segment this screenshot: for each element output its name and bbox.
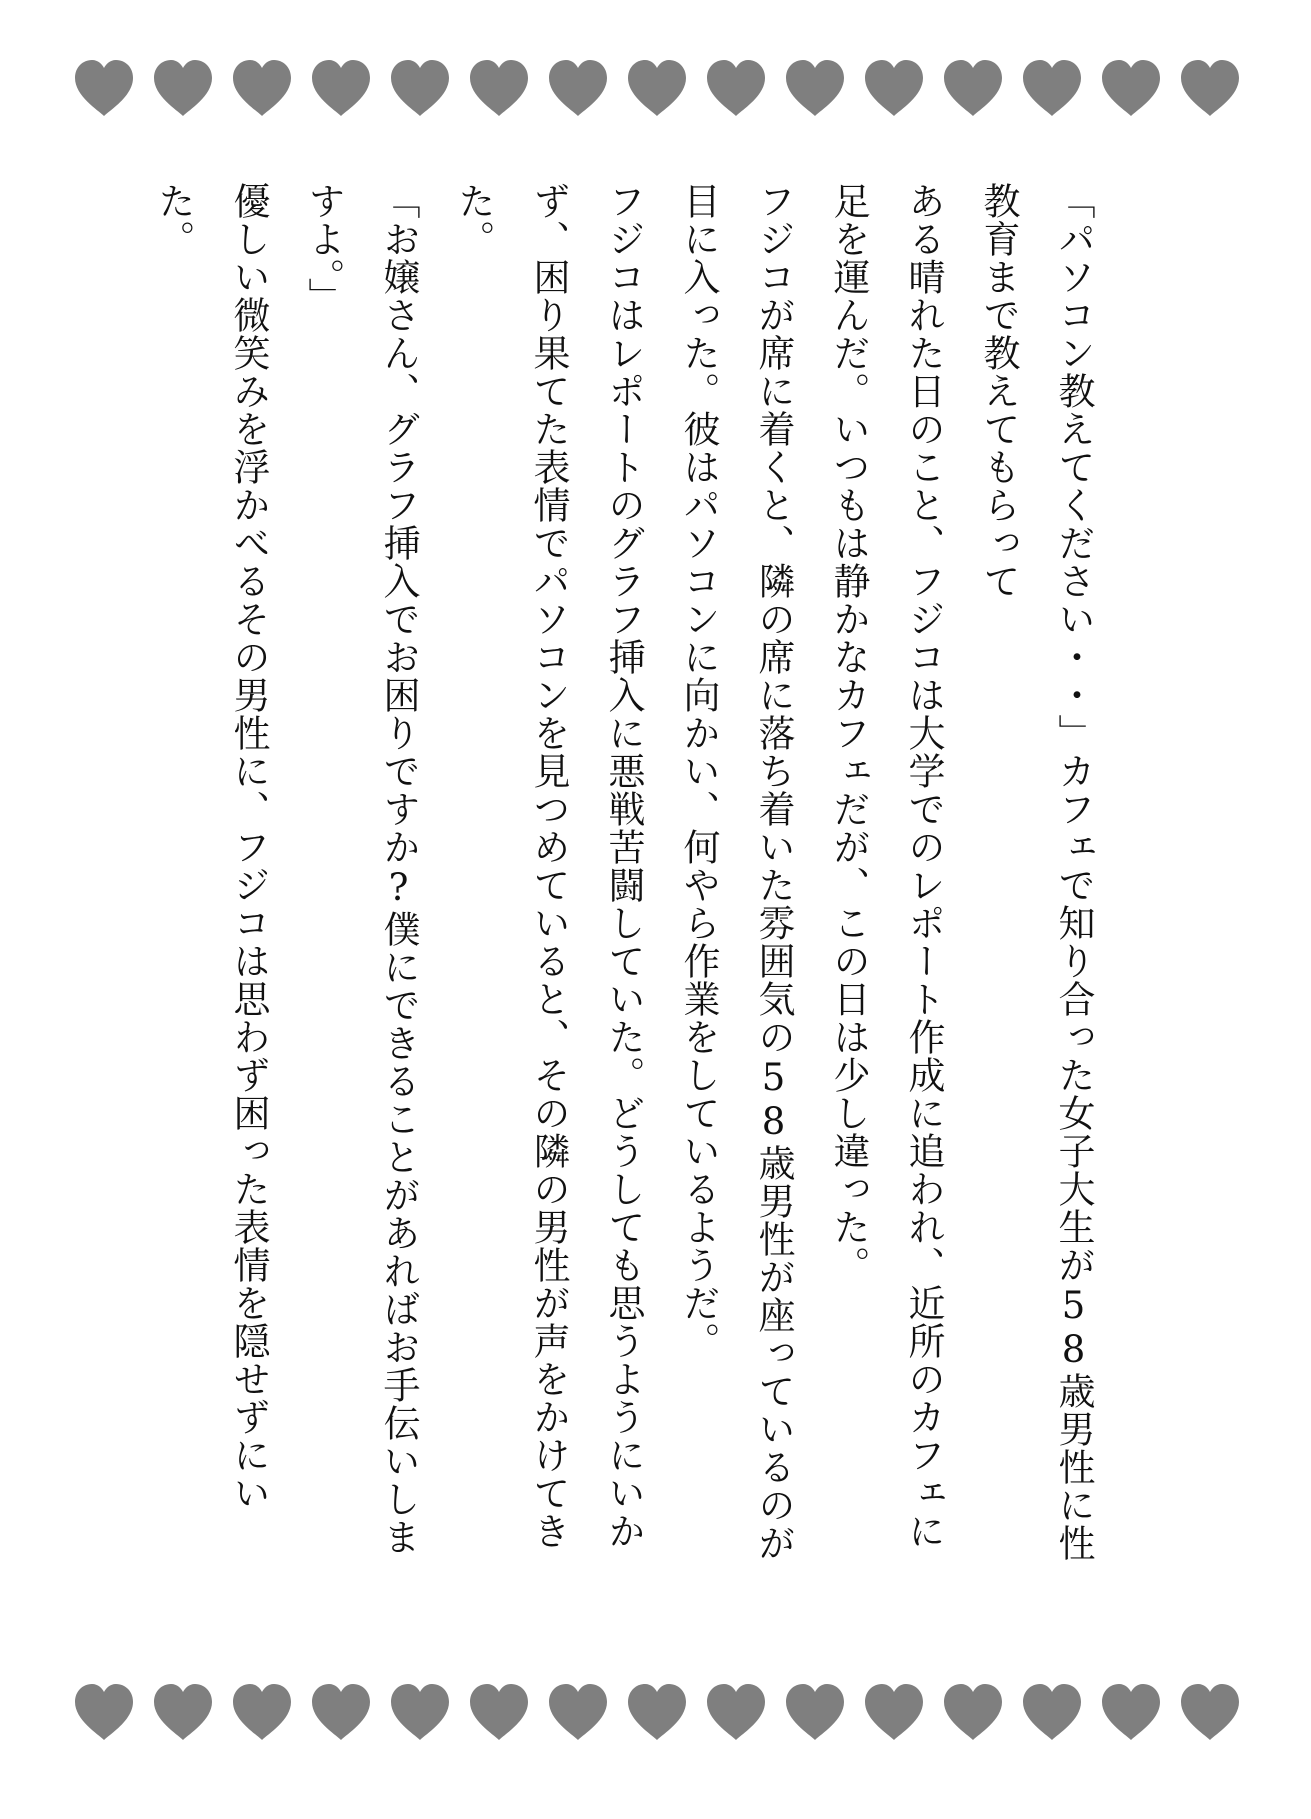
heart-icon (1178, 58, 1242, 118)
story-paragraph-3: フジコが席に着くと、隣の席に落ち着いた雰囲気の58歳男性が座っているのが目に入った。彼はパソコンに向かい、何やら作業をしているようだ。 (677, 182, 795, 1562)
heart-icon (230, 58, 294, 118)
heart-icon (309, 1682, 373, 1742)
heart-icon (1099, 1682, 1163, 1742)
heart-icon (941, 58, 1005, 118)
story-paragraph-5: 「お嬢さん、グラフ挿入でお困りですか?僕にできることがあればお手伝いしますよ。」 (302, 182, 420, 1556)
heart-icon (625, 1682, 689, 1742)
heart-icon (1099, 58, 1163, 118)
story-text (152, 182, 1111, 1582)
heart-icon (625, 58, 689, 118)
heart-icon (388, 1682, 452, 1742)
heart-icon (72, 58, 136, 118)
heart-icon (941, 1682, 1005, 1742)
heart-icon (467, 1682, 531, 1742)
story-paragraph-2: ある晴れた日のこと、フジコは大学でのレポート作成に追われ、近所のカフェに足を運んだ。いつもは静かなカフェだが、この日は少し違った。 (827, 182, 945, 1550)
heart-icon (1020, 58, 1084, 118)
story-paragraph-1: 「パソコン教えてください・・」カフェで知り合った女子大生が58歳男性に性教育まで教えてもらって (977, 182, 1095, 1562)
heart-icon (546, 58, 610, 118)
heart-icon (862, 58, 926, 118)
heart-icon (862, 1682, 926, 1742)
top-heart-border (72, 56, 1242, 120)
heart-icon (151, 1682, 215, 1742)
heart-icon (1020, 1682, 1084, 1742)
story-paragraph-6: 優しい微笑みを浮かべるその男性に、フジコは思わず困った表情を隠せずにいた。 (152, 182, 270, 1512)
bottom-heart-border (72, 1680, 1242, 1744)
heart-icon (704, 1682, 768, 1742)
heart-icon (309, 58, 373, 118)
heart-icon (1178, 1682, 1242, 1742)
heart-icon (546, 1682, 610, 1742)
story-paragraph-4: フジコはレポートのグラフ挿入に悪戦苦闘していた。どうしても思うようにいかず、困り果てた表情でパソコンを見つめていると、その隣の男性が声をかけてきた。 (452, 182, 645, 1550)
heart-icon (783, 1682, 847, 1742)
heart-icon (704, 58, 768, 118)
heart-icon (388, 58, 452, 118)
heart-icon (151, 58, 215, 118)
heart-icon (72, 1682, 136, 1742)
heart-icon (783, 58, 847, 118)
heart-icon (467, 58, 531, 118)
heart-icon (230, 1682, 294, 1742)
